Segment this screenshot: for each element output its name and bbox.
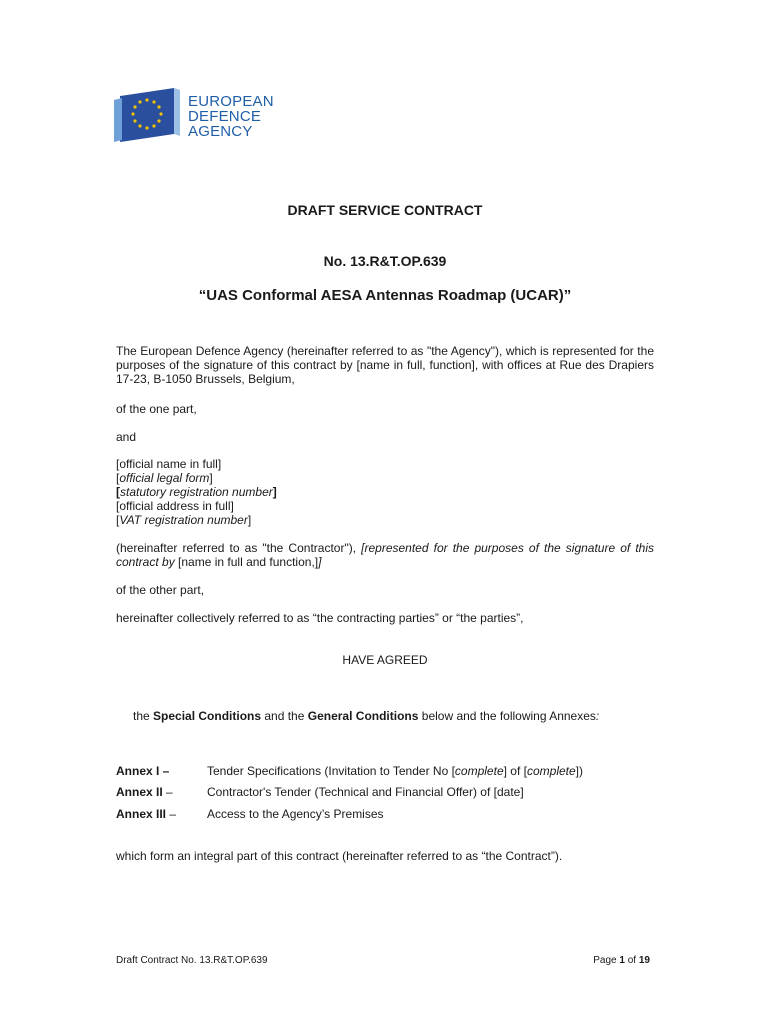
footer-contract-ref: Draft Contract No. 13.R&T.OP.639	[116, 955, 268, 966]
registration-number-line: [statutory registration number]	[116, 485, 277, 499]
vat-number-line: [VAT registration number]	[116, 513, 252, 527]
contract-title: DRAFT SERVICE CONTRACT	[287, 202, 483, 218]
logo-wordmark	[188, 94, 278, 139]
contract-number: No. 13.R&T.OP.639	[323, 253, 447, 269]
footer-page-number: Page 1 of 19	[593, 955, 650, 966]
annex-description: Access to the Agency’s Premises	[207, 807, 384, 821]
official-name-line: [official name in full]	[116, 457, 222, 471]
and-text: and	[116, 430, 137, 444]
collective-parties-text: hereinafter collectively referred to as “the contracting parties” or “the parties”,	[116, 611, 524, 625]
annex-label: Annex II –	[116, 785, 173, 799]
annex-description: Contractor's Tender (Technical and Financial Offer) of [date]	[207, 785, 524, 799]
intro-paragraph: The European Defence Agency (hereinafter referred to as "the Agency"), which is represented for the purposes of the signature of this contract by [name in full, function], with offices at Rue des Drapiers 17-23, B-1050 Brussels, Belgium,	[116, 344, 654, 386]
annex-label: Annex I –	[116, 764, 170, 778]
conditions-paragraph: the Special Conditions and the General Conditions below and the following Annexes:	[133, 709, 600, 723]
other-part-text: of the other part,	[116, 583, 205, 597]
annex-description: Tender Specifications (Invitation to Tender No [complete] of [complete])	[207, 764, 584, 778]
have-agreed-heading: HAVE AGREED	[342, 653, 428, 667]
one-part-text: of the one part,	[116, 402, 197, 416]
contractor-paragraph: (hereinafter referred to as "the Contractor"), [represented for the purposes of the signature of this contract by [name in full and function,]]	[116, 541, 654, 569]
annex-label: Annex III –	[116, 807, 177, 821]
logo-line-european: EUROPEAN	[188, 93, 274, 110]
logo-line-agency: AGENCY	[188, 123, 253, 140]
official-address-line: [official address in full]	[116, 499, 234, 513]
integral-part-text: which form an integral part of this contract (hereinafter referred to as “the Contract”).	[116, 849, 563, 863]
contract-subject: “UAS Conformal AESA Antennas Roadmap (UCAR)”	[198, 287, 572, 304]
legal-form-line: [official legal form]	[116, 471, 213, 485]
logo-line-defence: DEFENCE	[188, 108, 262, 125]
eda-logo	[114, 86, 274, 148]
eda-flag-stars-icon	[114, 86, 186, 148]
contractor-details-block	[116, 457, 654, 527]
